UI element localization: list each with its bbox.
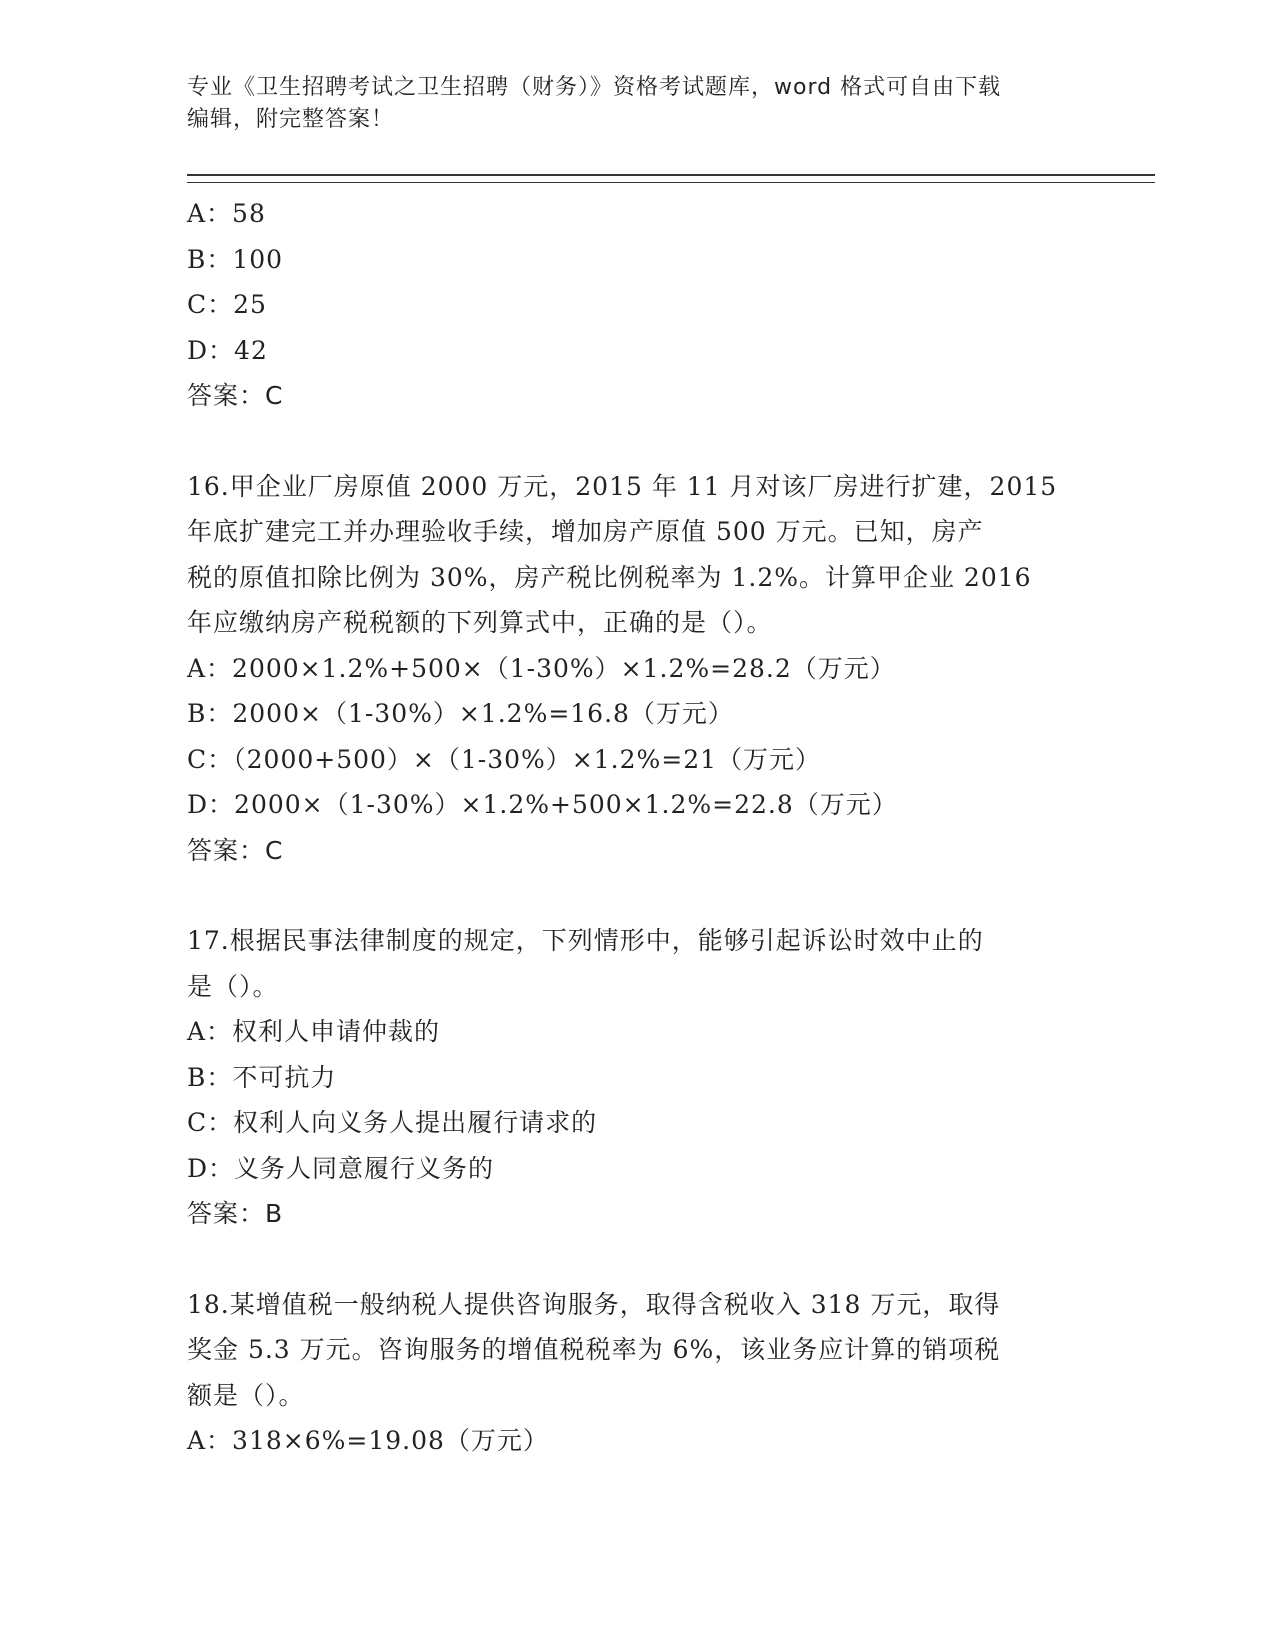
option-c: C：（2000+500）×（1-30%）×1.2%=21（万元）: [187, 744, 822, 774]
question-16-block: [187, 464, 1067, 874]
option-b: B：不可抗力: [187, 1062, 337, 1092]
question-text-line: 是（）。: [187, 971, 279, 1001]
header-divider-thick: [187, 174, 1155, 176]
question-18-block: [187, 1282, 1067, 1464]
answer-label: 答案：C: [187, 835, 284, 865]
answer-label: 答案：C: [187, 381, 284, 410]
option-b: B：2000×（1-30%）×1.2%=16.8（万元）: [187, 699, 734, 728]
header-divider-thin: [187, 182, 1155, 183]
option-c: C：25: [187, 290, 267, 319]
option-a: A：318×6%=19.08（万元）: [187, 1426, 549, 1455]
question-text-line: 18.某增值税一般纳税人提供咨询服务，取得含税收入 318 万元，取得: [187, 1289, 1001, 1319]
answer-label: 答案：B: [187, 1199, 284, 1228]
header-line-2: 编辑，附完整答案！: [187, 107, 395, 132]
question-text-line: 年底扩建完工并办理验收手续，增加房产原值 500 万元。已知，房产: [187, 517, 984, 546]
option-a: A：58: [187, 199, 266, 228]
option-b: B：100: [187, 244, 284, 274]
document-body: [187, 191, 1087, 1464]
header-line-1: 专业《卫生招聘考试之卫生招聘（财务）》资格考试题库，word 格式可自由下载: [187, 75, 1002, 100]
question-text-line: 税的原值扣除比例为 30%，房产税比例税率为 1.2%。计算甲企业 2016: [187, 562, 1032, 592]
question-text-line: 奖金 5.3 万元。咨询服务的增值税税率为 6%，该业务应计算的销项税: [187, 1335, 1001, 1364]
option-a: A：2000×1.2%+500×（1-30%）×1.2%=28.2（万元）: [187, 653, 896, 683]
option-d: D：42: [187, 335, 268, 365]
question-text-line: 年应缴纳房产税税额的下列算式中，正确的是（）。: [187, 608, 773, 637]
question-15-block: [187, 191, 1087, 419]
question-text-line: 17.根据民事法律制度的规定，下列情形中，能够引起诉讼时效中止的: [187, 926, 984, 955]
option-d: D：义务人同意履行义务的: [187, 1153, 495, 1183]
question-text-line: 16.甲企业厂房原值 2000 万元，2015 年 11 月对该厂房进行扩建，2015: [187, 471, 1058, 501]
question-text-line: 额是（）。: [187, 1380, 305, 1410]
question-17-block: [187, 918, 1067, 1237]
option-c: C：权利人向义务人提出履行请求的: [187, 1108, 598, 1137]
option-d: D：2000×（1-30%）×1.2%+500×1.2%=22.8（万元）: [187, 790, 898, 819]
document-header: [187, 72, 1067, 136]
option-a: A：权利人申请仲裁的: [187, 1017, 441, 1046]
